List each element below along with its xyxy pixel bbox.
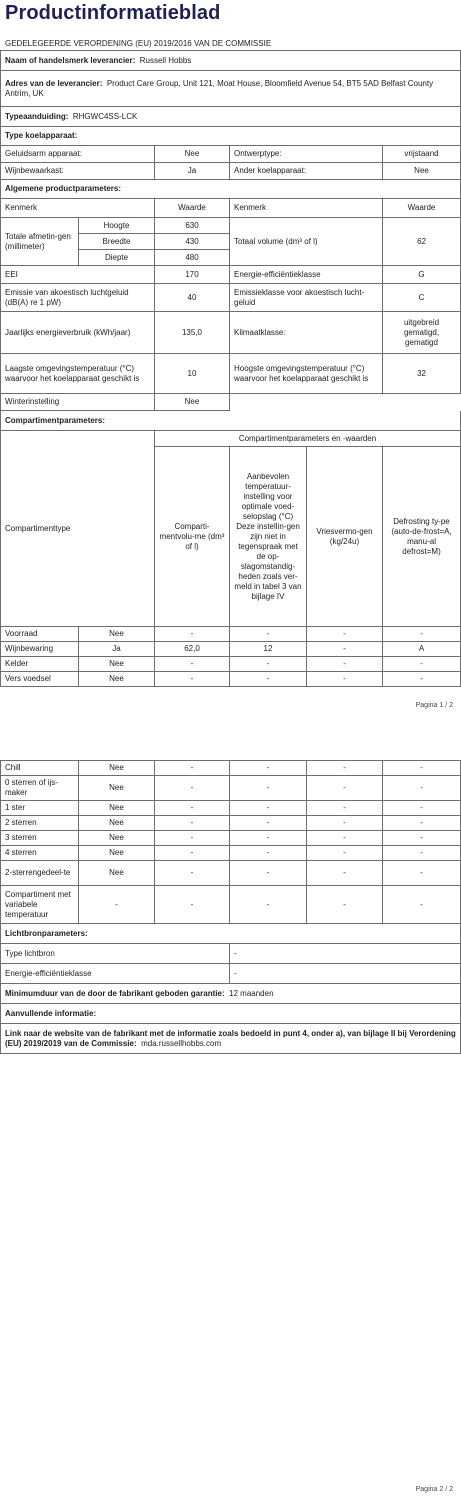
compartment-type-header: Compartimenttype [1, 431, 155, 627]
compartment-volume: - [155, 801, 230, 816]
compartment-volume: - [155, 831, 230, 846]
compartment-present: Ja [79, 642, 155, 657]
compartment-present: Nee [79, 861, 155, 886]
compartment-defrost: - [383, 831, 461, 846]
light-heading: Lichtbronparameters: [1, 924, 461, 944]
model-value: RHGWC4SS-LCK [72, 111, 138, 121]
page-number: Pagina 2 / 2 [415, 1486, 453, 1493]
compartment-row [1, 816, 461, 831]
type-heading: Type koelapparaat: [1, 127, 461, 146]
compartment-present: Nee [79, 627, 155, 642]
compartment-name: 2-sterrengedeel-te [1, 861, 79, 886]
compartments-heading: Compartimentparameters: [1, 411, 461, 431]
compartment-present: Nee [79, 776, 155, 801]
compartment-name: Kelder [1, 657, 79, 672]
compartment-volume: - [155, 861, 230, 886]
compartment-temp: - [230, 801, 307, 816]
compartment-defrost: - [383, 761, 461, 776]
compartment-volume: - [155, 627, 230, 642]
energy-class-value: G [383, 266, 461, 284]
info-table-page2: Chill Nee - - - - 0 sterren of ijs-maker Nee - - - - 1 ster Nee - - - - 2 sterren Nee - - - - 3 sterren Nee - - - - 4 sterren Nee - - - - 2-sterrengedeel-te Nee - - - - Compartiment met variabele temperatuur - - - - - Lichtbronparameters: Type lichtbron - Energie-efficiëntieklasse - Minimumduur van de door de fabrikant geboden garantie: 12 maanden Aanvullende informatie: Link naar de website van de fabrikant met de informatie zoals bedoeld in punt 4, onder a), van bijlage II bij Verordening (EU) 2019/2019 van de Commissie: mda.russellhobbs.com [0, 760, 461, 1054]
compartment-defrost: - [383, 886, 461, 924]
compartment-volume: - [155, 672, 230, 687]
compartment-present: Nee [79, 657, 155, 672]
page-number: Pagina 1 / 2 [415, 702, 453, 709]
compartment-freeze: - [307, 657, 383, 672]
compartment-freeze: - [307, 642, 383, 657]
compartment-temp: - [230, 886, 307, 924]
compartment-volume: - [155, 761, 230, 776]
compartment-defrost: - [383, 657, 461, 672]
manufacturer-link-row: Link naar de website van de fabrikant met de informatie zoals bedoeld in punt 4, onder a), van bijlage II bij Verordening (EU) 2019/2019 van de Commissie: mda.russellhobbs.com [1, 1024, 461, 1054]
page-subtitle: GEDELEGEERDE VERORDENING (EU) 2019/2016 VAN DE COMMISSIE [5, 39, 272, 48]
compartment-volume: - [155, 886, 230, 924]
compartment-name: 0 sterren of ijs-maker [1, 776, 79, 801]
warranty-value: 12 maanden [229, 988, 274, 998]
compartment-temp: - [230, 776, 307, 801]
page-2 [0, 760, 461, 1493]
compartment-freeze: - [307, 846, 383, 861]
compartment-freeze: - [307, 801, 383, 816]
compartment-name: Voorraad [1, 627, 79, 642]
page-title: Productinformatieblad [5, 2, 221, 24]
compartment-temp: - [230, 846, 307, 861]
compartment-row [1, 657, 461, 672]
compartment-defrost: - [383, 776, 461, 801]
compartment-name: Vers voedsel [1, 672, 79, 687]
compartment-volume: 62,0 [155, 642, 230, 657]
compartment-name: Chill [1, 761, 79, 776]
compartment-freeze: - [307, 861, 383, 886]
compartment-temp: - [230, 831, 307, 846]
supplier-address-row: Adres van de leverancier: Product Care Group, Unit 121, Moat House, Bloomfield Avenue 54, BT5 5AD Belfast County Antrim, UK [1, 71, 461, 107]
compartment-present: Nee [79, 816, 155, 831]
compartment-freeze: - [307, 627, 383, 642]
compartment-name: Wijnbewaring [1, 642, 79, 657]
compartment-row [1, 776, 461, 801]
dimensions-label: Totale afmetin-gen (millimeter) [1, 218, 79, 266]
supplier-brand-row: Naam of handelsmerk leverancier: Russell Hobbs [1, 51, 461, 71]
compartment-temp: - [230, 627, 307, 642]
info-table: Naam of handelsmerk leverancier: Russell Hobbs Adres van de leverancier: Product Care Group, Unit 121, Moat House, Bloomfield Avenue 54, BT5 5AD Belfast County Antrim, UK Typeaanduiding: RHGWC4SS-LCK Type koelapparaat: Geluidsarm apparaat: Nee Ontwerptype: vrijstaand Wijnbewaarkast: Ja Ander koelapparaat: Nee Algemene productparameters: Kenmerk Waarde Kenmerk Waarde Totale afmetin-gen (millimeter) Hoogte 630 Totaal volume (dm³ of l) 62 Breedte 430 Diepte 480 EEI 170 Energie-efficiëntieklasse G Emissie van akoestisch luchtgeluid (dB(A) re 1 pW) 40 Emissieklasse voor akoestisch lucht-geluid C Jaarlijks energieverbruik (kWh/jaar) 135,0 Klimaatklasse: uitgebreid gematigd, gematigd Laagste omgevingstemperatuur (°C) waarvoor het koelapparaat geschikt is 10 Hoogste omgevingstemperatuur (°C) waarvoor het koelapparaat geschikt is 32 Winterinstelling Nee Compartimentparameters: Compartimenttype Compartimentparameters en -waarden Comparti-mentvolu-me (dm³ of l) Aanbevolen temperatuur-instelling voor optimale voed-selopslag (°C) Deze instellin-gen zijn niet in tegenspraak met de op-slagomstandig-heden zoals ver-meld in tabel 3 van bijlage IV Vriesvermo-gen (kg/24u) Defrosting ty-pe (auto-de-frost=A, manu-al defrost=M) Voorraad Nee - - - - Wijnbewaring Ja 62,0 12 - A Kelder Nee - - - - Vers voedsel Nee - - - - [0, 50, 461, 687]
extra-heading: Aanvullende informatie: [1, 1004, 461, 1024]
compartment-present: Nee [79, 846, 155, 861]
compartment-defrost: - [383, 627, 461, 642]
compartment-defrost: - [383, 861, 461, 886]
compartment-volume: - [155, 846, 230, 861]
compartment-row [1, 861, 461, 886]
compartment-row [1, 761, 461, 776]
compartment-name: Compartiment met variabele temperatuur [1, 886, 79, 924]
compartment-name: 2 sterren [1, 816, 79, 831]
compartment-present: Nee [79, 672, 155, 687]
compartment-row [1, 831, 461, 846]
general-heading: Algemene productparameters: [1, 180, 461, 199]
compartment-freeze: - [307, 672, 383, 687]
compartment-temp: - [230, 816, 307, 831]
compartment-temp: - [230, 861, 307, 886]
compartment-row [1, 627, 461, 642]
volume-value: 62 [383, 218, 461, 266]
compartment-volume: - [155, 816, 230, 831]
compartment-name: 4 sterren [1, 846, 79, 861]
compartment-defrost: A [383, 642, 461, 657]
supplier-address-value: Product Care Group, Unit 121, Moat House, Bloomfield Avenue 54, BT5 5AD Belfast County Antrim, UK [5, 78, 434, 98]
compartment-freeze: - [307, 816, 383, 831]
compartment-row [1, 672, 461, 687]
compartment-row [1, 846, 461, 861]
compartment-temp: - [230, 761, 307, 776]
compartment-defrost: - [383, 672, 461, 687]
compartment-freeze: - [307, 776, 383, 801]
compartment-present: Nee [79, 831, 155, 846]
compartment-name: 1 ster [1, 801, 79, 816]
compartment-present: Nee [79, 801, 155, 816]
compartment-name: 3 sterren [1, 831, 79, 846]
compartment-freeze: - [307, 886, 383, 924]
warranty-row: Minimumduur van de door de fabrikant geboden garantie: 12 maanden [1, 984, 461, 1004]
compartment-volume: - [155, 776, 230, 801]
compartment-row [1, 801, 461, 816]
compartment-freeze: - [307, 831, 383, 846]
compartment-volume: - [155, 657, 230, 672]
compartment-defrost: - [383, 846, 461, 861]
compartment-defrost: - [383, 801, 461, 816]
compartment-temp: - [230, 657, 307, 672]
compartment-defrost: - [383, 816, 461, 831]
compartment-temp: - [230, 672, 307, 687]
compartment-present: Nee [79, 761, 155, 776]
manufacturer-link[interactable]: mda.russellhobbs.com [141, 1038, 222, 1048]
compartment-row [1, 642, 461, 657]
compartment-freeze: - [307, 761, 383, 776]
supplier-brand-value: Russell Hobbs [139, 55, 192, 65]
model-row: Typeaanduiding: RHGWC4SS-LCK [1, 107, 461, 127]
compartment-temp: 12 [230, 642, 307, 657]
compartment-present: - [79, 886, 155, 924]
compartment-row [1, 886, 461, 924]
